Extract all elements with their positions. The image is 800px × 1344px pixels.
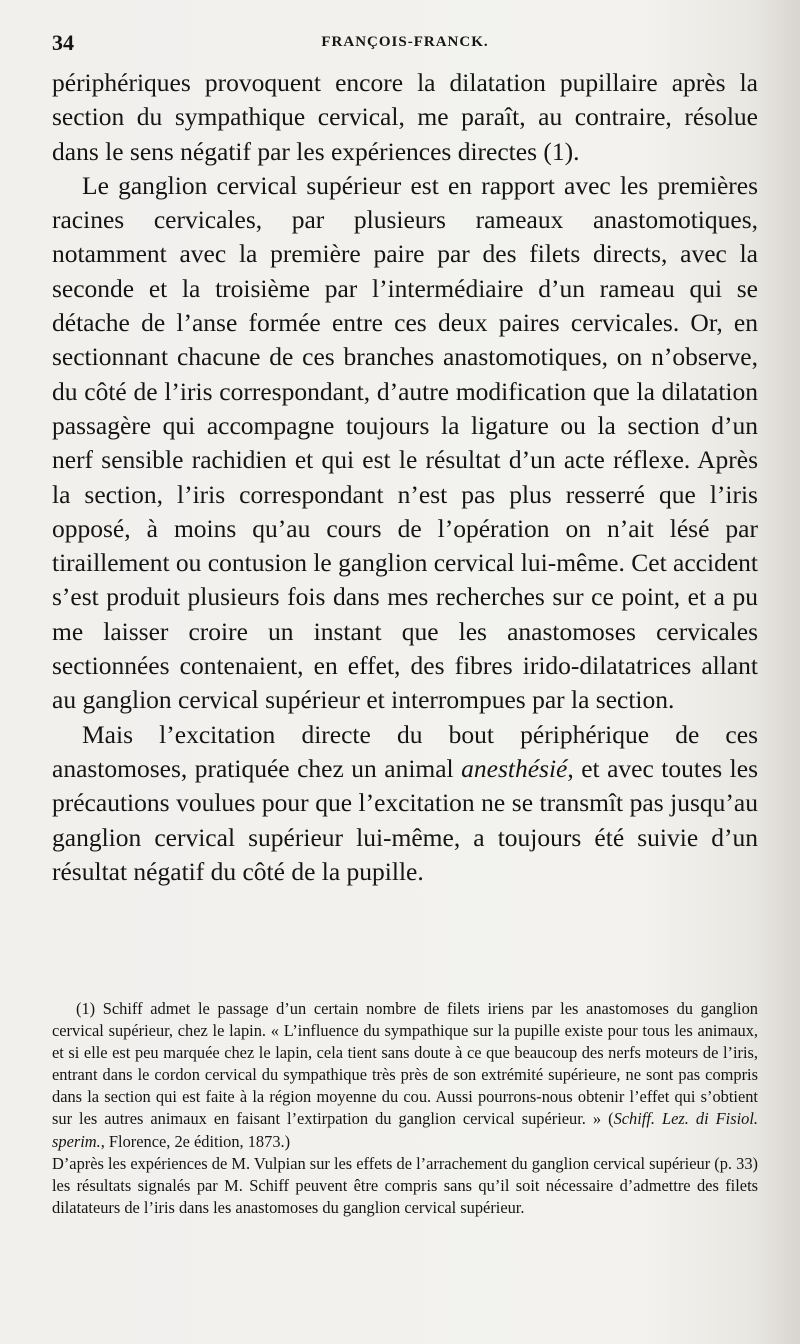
footnote-text: (1) Schiff admet le passage d’un certain nombre de filets iriens par les anastomoses du ganglion cervical supérieur, chez le lapin. « L’influence du sympathique sur la pupille existe pour tous les animaux, et si elle est peu marquée chez le lapin, cela tient sans doute à ce que beaucoup des nerfs moteurs de l’iris, entrant dans le cordon cervical du sympathique très près de son extrémité supérieure, ne sont pas compris dans la section qui est faite à la région moyenne du cou. Aussi pourrons-nous obtenir l’effet qui s’obtient sur les autres animaux en faisant l’extirpation du ganglion cervical supérieur. » ( [52,999,758,1129]
emphasis-text: anesthésié [461,753,568,783]
paragraph-text: , et avec toutes les précautions voulues pour que l’excitation ne se transmît pas jusqu’au ganglion cervical supérieur lui-même, a toujours été suivie d’un résultat négatif du côté de la pupille. [52,753,758,886]
paragraph: périphériques provoquent encore la dilatation pupillaire après la section du sympathique cervical, me paraît, au contraire, résolue dans le sens négatif par les expériences directes (1). [52,68,758,166]
citation-italic: Schiff. Lez. di Fisiol. sperim. [52,1109,758,1151]
paragraph: Le ganglion cervical supérieur est en rapport avec les premières racines cervicales, par plusieurs rameaux anastomotiques, notamment avec la première paire par des filets directs, avec la seconde et la troisième par l’intermédiaire d’un rameau qui se détache de l’anse formée entre ces deux paires cervicales. Or, en sectionnant chacune de ces branches anastomotiques, on n’observe, du côté de l’iris correspondant, d’autre modification que la dilatation passagère qui accompagne toujours la ligature ou la section d’un nerf sensible rachidien et qui est le résultat d’un acte réflexe. Après la section, l’iris correspondant n’est pas plus resserré que l’iris opposé, à moins qu’au cours de l’opération on n’ait lésé par tiraillement ou contusion le ganglion cervical lui-même. Cet accident s’est produit plusieurs fois dans mes recherches sur ce point, et a pu me laisser croire un instant que les anastomoses cervicales sectionnées contenaient, en effet, des fibres irido-dilatatrices allant au ganglion cervical supérieur et interrompues par la section. [52,170,758,715]
footnote-paragraph [52,998,758,1153]
footnote-paragraph: D’après les expériences de M. Vulpian sur les effets de l’arrachement du ganglion cervical supérieur (p. 33) les résultats signalés par M. Schiff peuvent être compris sans qu’il soit nécessaire d’admettre des filets dilatateurs de l’iris dans les anastomoses du ganglion cervical supérieur. [52,1153,758,1217]
page-header [52,30,758,60]
main-text [52,66,758,889]
footnote-text: , Florence, 2e édition, 1873.) [100,1131,291,1151]
footnote [52,998,758,1219]
paragraph-text: Mais l’excitation directe du bout périphérique de ces anastomoses, pratiquée chez un animal [52,719,758,783]
page-number: 34 [52,30,74,55]
paragraph [52,718,758,889]
running-head: FRANÇOIS-FRANCK. [321,34,489,50]
